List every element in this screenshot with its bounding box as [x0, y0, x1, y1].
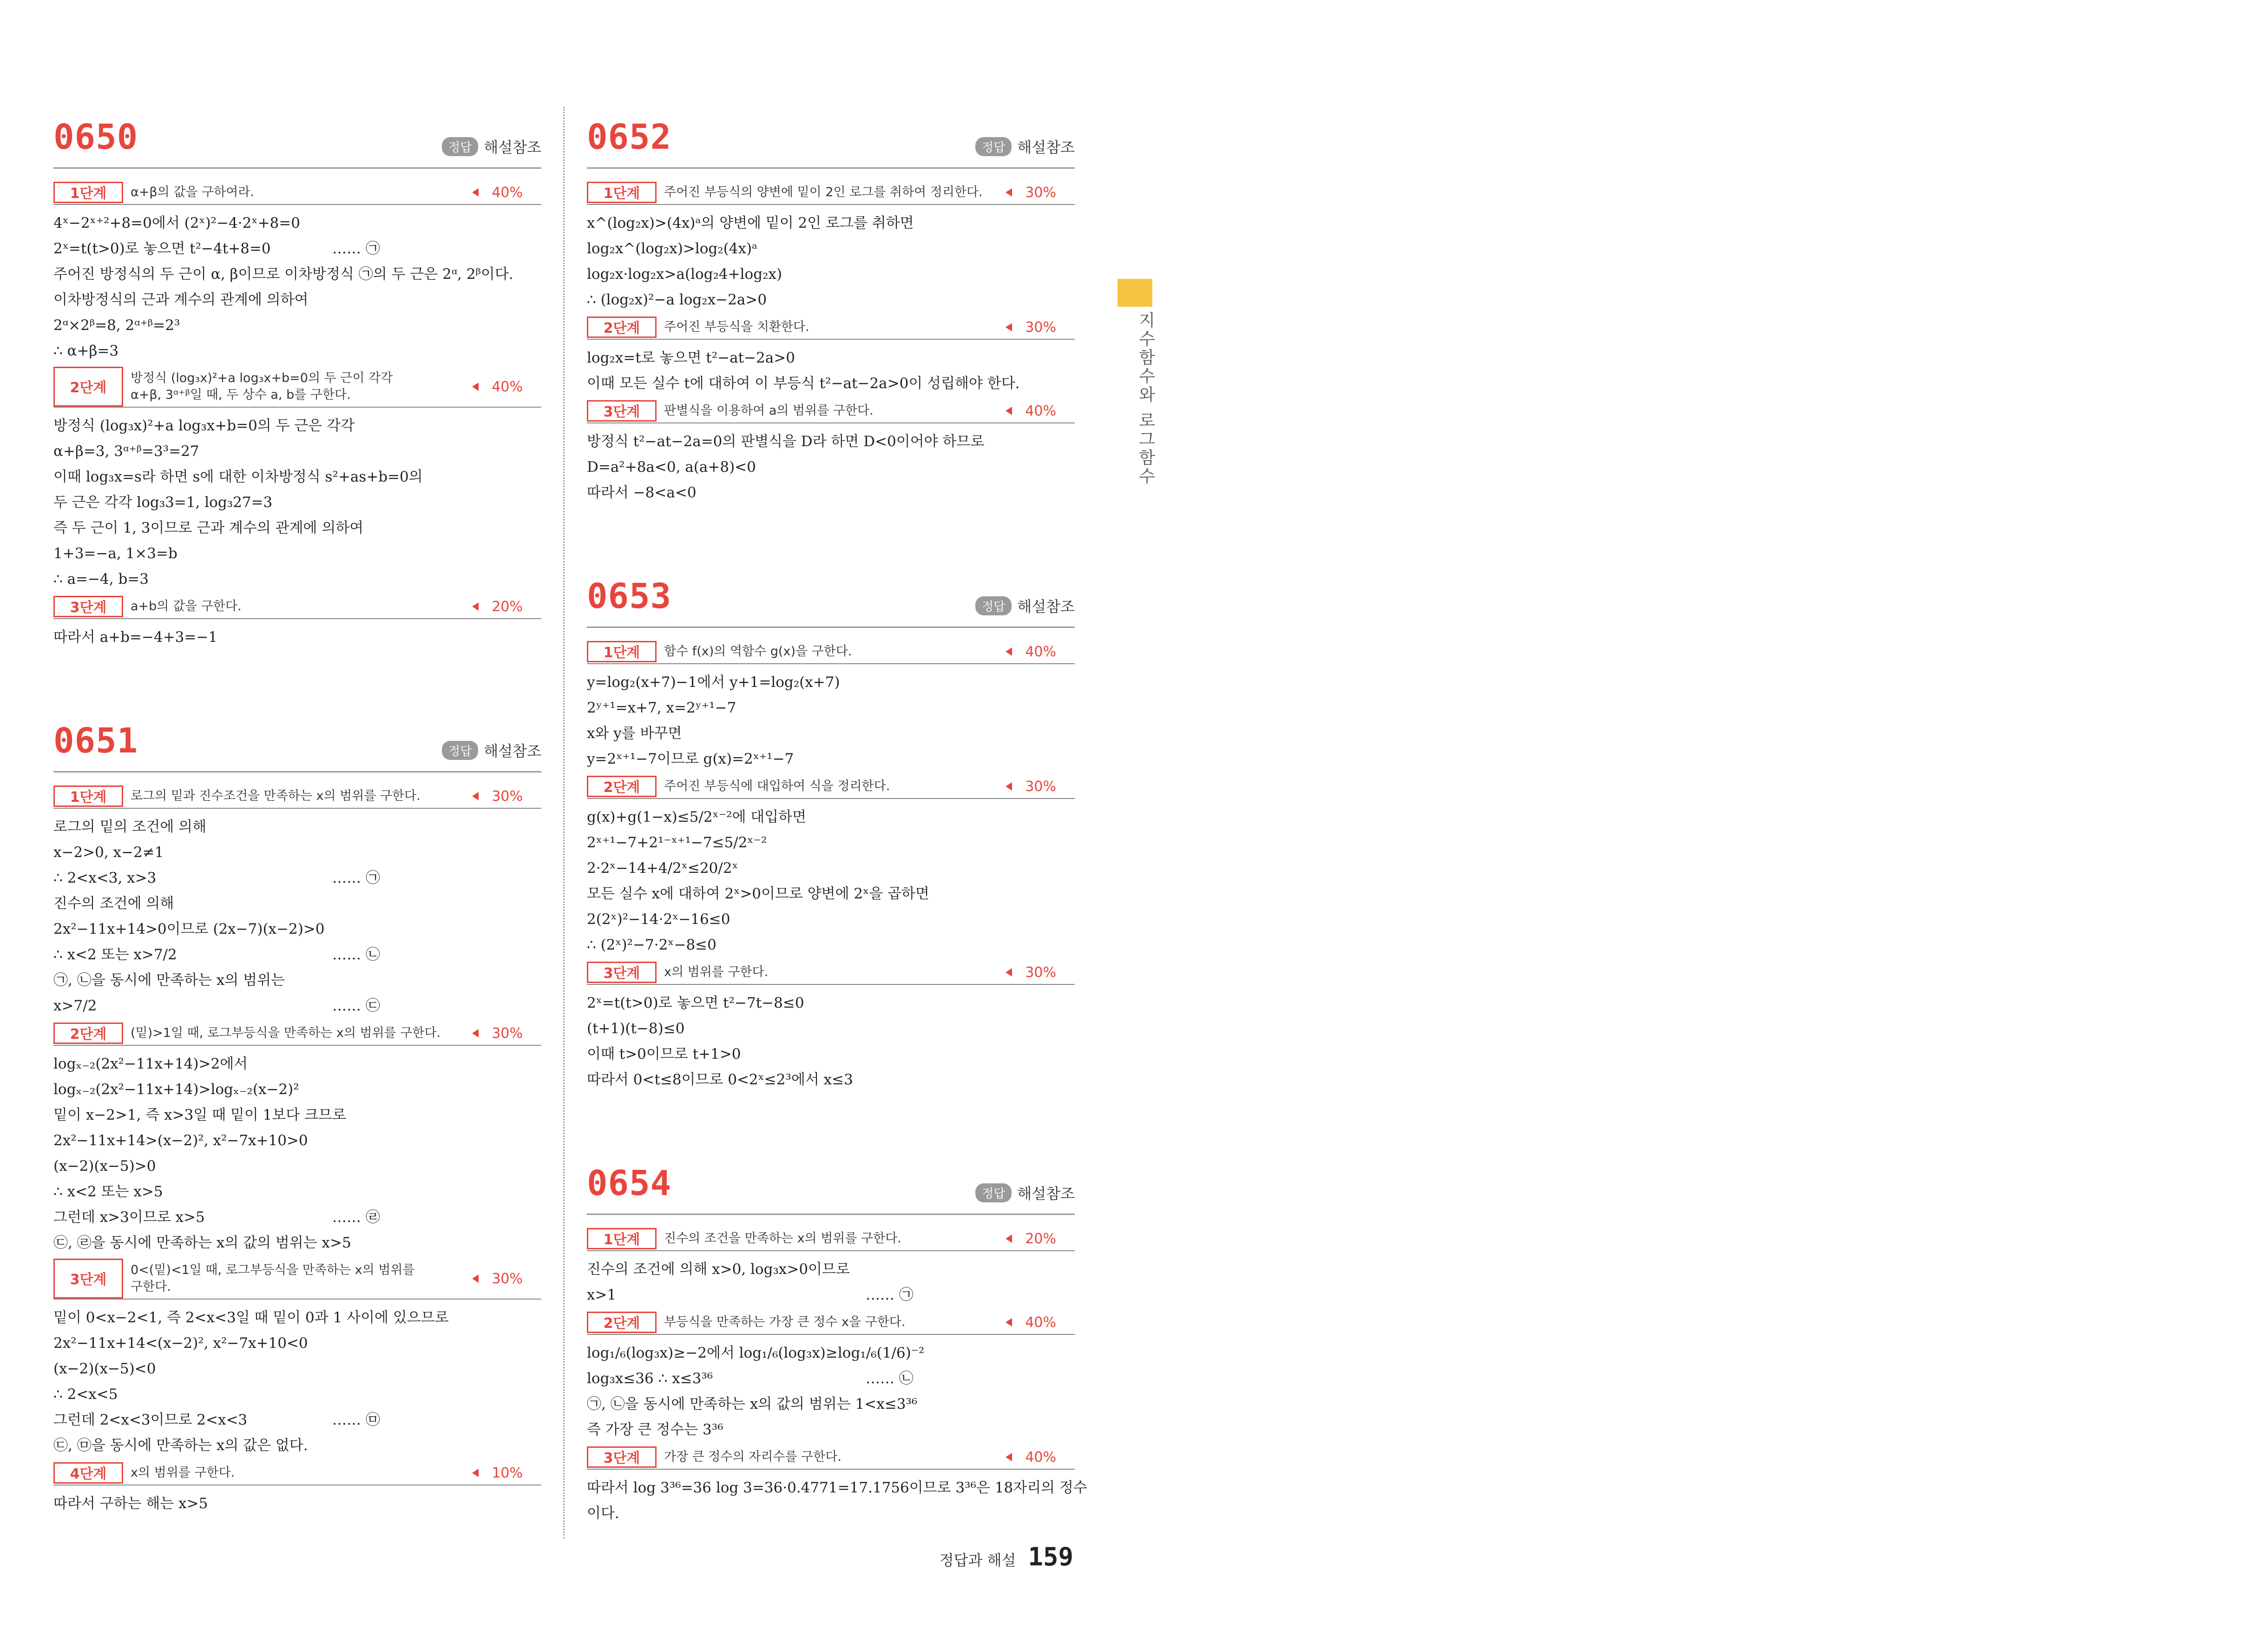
step-description-line: 진수의 조건을 만족하는 x의 범위를 구한다.	[664, 1231, 901, 1246]
solution-line	[53, 1407, 541, 1433]
solution-line	[53, 1077, 541, 1102]
answer-badge: 정답	[442, 741, 478, 760]
problem-header	[587, 102, 1075, 169]
step-description	[123, 1023, 472, 1043]
step-header	[53, 181, 541, 205]
step-header	[587, 1311, 1075, 1335]
solution-text: ∴ 2<x<3, x>3	[53, 870, 157, 886]
step-percentage: 30%	[1025, 964, 1056, 981]
solution-line	[53, 439, 541, 464]
triangle-marker-icon	[472, 602, 479, 611]
solution-text: y=log₂(x+7)−1에서 y+1=log₂(x+7)	[587, 674, 840, 691]
step-label: 3단계	[587, 400, 657, 422]
triangle-marker-icon	[1006, 323, 1012, 331]
solution-text: 2ᵅ×2ᵝ=8, 2ᵅ⁺ᵝ=2³	[53, 317, 180, 334]
solution-text: ㉢, ㉤을 동시에 만족하는 x의 값은 없다.	[53, 1437, 308, 1454]
solution-text: log₁/₆(log₃x)≥−2에서 log₁/₆(log₃x)≥log₁/₆(1/6)⁻²	[587, 1345, 925, 1361]
solution-line	[53, 917, 541, 942]
step-percentage: 30%	[492, 1025, 523, 1042]
step-label: 2단계	[587, 776, 657, 797]
solution-text: (x−2)(x−5)>0	[53, 1158, 156, 1175]
solution-text: 이차방정식의 근과 계수의 관계에 의하여	[53, 291, 309, 308]
solution-text: 방정식 t²−at−2a=0의 판별식을 D라 하면 D<0이어야 하므로	[587, 433, 985, 450]
step-label: 3단계	[587, 962, 657, 983]
step-label: 2단계	[53, 367, 123, 407]
step-percentage: 40%	[1025, 1449, 1056, 1465]
step-percentage: 30%	[1025, 319, 1056, 336]
solution-text: 이다.	[587, 1505, 619, 1522]
triangle-marker-icon	[1006, 968, 1012, 977]
step-header	[587, 640, 1075, 664]
step-score	[1006, 185, 1075, 201]
triangle-marker-icon	[1006, 407, 1012, 415]
solution-line	[587, 1475, 1087, 1501]
step-percentage: 30%	[492, 788, 523, 805]
step-header	[587, 1227, 1075, 1251]
solution-line	[587, 1392, 1075, 1417]
answer-badge: 정답	[975, 596, 1012, 615]
step-description-line: x의 범위를 구한다.	[664, 965, 769, 979]
step-percentage: 10%	[492, 1465, 523, 1481]
solution-line	[53, 541, 541, 567]
solution-line	[587, 990, 1075, 1016]
solution-line	[587, 1067, 1075, 1093]
triangle-marker-icon	[1006, 188, 1012, 197]
equation-tag: …… ㉤	[332, 1412, 380, 1428]
solution-text: 2ʸ⁺¹=x+7, x=2ʸ⁺¹−7	[587, 700, 736, 716]
solution-text: (t+1)(t−8)≤0	[587, 1020, 685, 1037]
solution-line	[53, 1154, 541, 1179]
solution-text: 2ˣ=t(t>0)로 놓으면 t²−7t−8≤0	[587, 995, 804, 1011]
step-label: 1단계	[53, 182, 123, 203]
solution-text: x>7/2	[53, 997, 97, 1014]
step-score	[1006, 1449, 1075, 1465]
solution-line	[53, 1051, 541, 1077]
step-description	[123, 368, 472, 405]
step-description	[657, 1228, 1006, 1249]
equation-tag: …… ㉡	[332, 946, 380, 963]
answer-text: 해설참조	[484, 139, 541, 156]
solution-text: ㉠, ㉡을 동시에 만족하는 x의 범위는	[53, 972, 285, 989]
equation-tag: …… ㉡	[866, 1370, 914, 1387]
step-score	[472, 1271, 541, 1287]
step-label: 3단계	[587, 1446, 657, 1468]
problem-spacer	[587, 1093, 1075, 1148]
step-description	[123, 1463, 472, 1483]
solution-line	[53, 567, 541, 592]
solution-text: log₂x=t로 놓으면 t²−at−2a>0	[587, 350, 795, 366]
solution-line	[53, 1128, 541, 1154]
step-score	[472, 185, 541, 201]
triangle-marker-icon	[1006, 1318, 1012, 1326]
step-percentage: 20%	[492, 598, 523, 615]
solution-text: ∴ (2ˣ)²−7·2ˣ−8≤0	[587, 937, 717, 953]
step-description-line: 부등식을 만족하는 가장 큰 정수 x을 구한다.	[664, 1315, 906, 1329]
step-label: 4단계	[53, 1462, 123, 1484]
solution-line	[587, 1016, 1075, 1042]
triangle-marker-icon	[1006, 1234, 1012, 1243]
step-header	[53, 367, 541, 408]
step-percentage: 30%	[1025, 778, 1056, 795]
solution-line	[53, 1230, 541, 1256]
answer-text: 해설참조	[484, 742, 541, 760]
solution-text: 즉 두 근이 1, 3이므로 근과 계수의 관계에 의하여	[53, 520, 364, 536]
solution-line	[53, 515, 541, 541]
solution-line	[587, 907, 1075, 932]
solution-text: 2ˣ=t(t>0)로 놓으면 t²−4t+8=0	[53, 240, 271, 257]
solution-line	[587, 262, 1075, 287]
problem-0652	[587, 102, 1075, 506]
problem-header	[53, 102, 541, 169]
problem-spacer	[587, 506, 1075, 561]
solution-line	[53, 413, 541, 439]
solution-text: α+β=3, 3ᵅ⁺ᵝ=3³=27	[53, 443, 199, 460]
step-score	[472, 1465, 541, 1481]
solution-text: 이때 t>0이므로 t+1>0	[587, 1046, 741, 1062]
solution-text: 이때 log₃x=s라 하면 s에 대한 이차방정식 s²+as+b=0의	[53, 469, 423, 485]
step-header	[587, 399, 1075, 423]
solution-line	[587, 371, 1075, 396]
solution-line	[53, 1305, 541, 1331]
solution-line	[587, 695, 1075, 721]
solution-line	[587, 856, 1075, 881]
solution-text: 따라서 0<t≤8이므로 0<2ˣ≤2³에서 x≤3	[587, 1071, 853, 1088]
solution-text: 따라서 a+b=−4+3=−1	[53, 629, 218, 646]
problem-number: 0654	[587, 1163, 672, 1203]
solution-text: 4ˣ−2ˣ⁺²+8=0에서 (2ˣ)²−4·2ˣ+8=0	[53, 215, 300, 231]
solution-line	[53, 865, 541, 891]
answer-badge: 정답	[442, 137, 478, 156]
solution-text: 이때 모든 실수 t에 대하여 이 부등식 t²−at−2a>0이 성립해야 한다.	[587, 375, 1020, 392]
solution-line	[587, 746, 1075, 772]
step-header	[587, 316, 1075, 340]
step-description-line: 판별식을 이용하여 a의 범위를 구한다.	[664, 403, 874, 418]
triangle-marker-icon	[472, 792, 479, 800]
step-header	[587, 181, 1075, 205]
solution-text: y=2ˣ⁺¹−7이므로 g(x)=2ˣ⁺¹−7	[587, 751, 794, 767]
step-description-line: 로그의 밑과 진수조건을 만족하는 x의 범위를 구한다.	[131, 789, 421, 803]
solution-text: ㉢, ㉣을 동시에 만족하는 x의 값의 범위는 x>5	[53, 1234, 351, 1251]
solution-text: ∴ 2<x<5	[53, 1386, 118, 1403]
problem-header	[587, 1148, 1075, 1215]
solution-text: log₂x^(log₂x)>log₂(4x)ᵃ	[587, 240, 758, 257]
step-header	[53, 595, 541, 619]
solution-text: 2ˣ⁺¹−7+2¹⁻ˣ⁺¹−7≤5/2ˣ⁻²	[587, 834, 767, 851]
solution-text: log₂x·log₂x>a(log₂4+log₂x)	[587, 266, 782, 283]
solution-line	[587, 670, 1075, 695]
triangle-marker-icon	[472, 1029, 479, 1037]
solution-text: ∴ (log₂x)²−a log₂x−2a>0	[587, 291, 767, 308]
solution-line	[587, 1257, 1075, 1282]
solution-text: 따라서 log 3³⁶=36 log 3=36·0.4771=17.1756이므로 3³⁶은 18자리의 정수	[587, 1479, 1087, 1496]
answer-text: 해설참조	[1017, 139, 1075, 156]
step-description-line: x의 범위를 구한다.	[131, 1465, 235, 1480]
triangle-marker-icon	[472, 383, 479, 391]
left-column	[53, 102, 541, 1517]
solution-text: 모든 실수 x에 대하여 2ˣ>0이므로 양변에 2ˣ을 곱하면	[587, 885, 929, 902]
solution-text: ∴ α+β=3	[53, 343, 119, 359]
solution-text: x−2>0, x−2≠1	[53, 844, 164, 861]
solution-text: (x−2)(x−5)<0	[53, 1360, 156, 1377]
right-column	[587, 102, 1087, 1526]
solution-text: ∴ a=−4, b=3	[53, 571, 149, 587]
solution-line	[587, 932, 1075, 958]
answer-text: 해설참조	[1017, 598, 1075, 615]
solution-text: 2x²−11x+14<(x−2)², x²−7x+10<0	[53, 1335, 308, 1352]
solution-line	[53, 1356, 541, 1382]
solution-text: 2x²−11x+14>(x−2)², x²−7x+10>0	[53, 1132, 308, 1149]
solution-text: 2·2ˣ−14+4/2ˣ≤20/2ˣ	[587, 860, 738, 877]
equation-tag: …… ㉢	[332, 997, 380, 1014]
solution-text: x와 y를 바꾸면	[587, 725, 682, 742]
problem-number: 0653	[587, 576, 672, 616]
footer-label: 정답과 해설	[939, 1551, 1016, 1569]
solution-line	[587, 1042, 1075, 1067]
step-score	[1006, 1231, 1075, 1247]
solution-line	[53, 287, 541, 313]
step-description	[657, 1447, 1006, 1467]
step-description	[123, 1260, 472, 1297]
solution-line	[587, 830, 1075, 856]
step-percentage: 20%	[1025, 1230, 1056, 1247]
solution-text: x^(log₂x)>(4x)ᵃ의 양변에 밑이 2인 로그를 취하면	[587, 215, 914, 231]
step-description	[123, 786, 472, 806]
step-description	[657, 182, 1006, 203]
solution-line	[587, 211, 1075, 236]
page-number: 159	[1028, 1542, 1073, 1571]
step-label: 2단계	[587, 317, 657, 338]
step-description-line: (밑)>1일 때, 로그부등식을 만족하는 x의 범위를 구한다.	[131, 1026, 441, 1040]
solution-text: 로그의 밑의 조건에 의해	[53, 818, 207, 835]
column-divider	[563, 107, 565, 1538]
chapter-tab-number: 1	[2258, 562, 2268, 579]
triangle-marker-icon	[472, 188, 479, 197]
step-description-line: 0<(밑)<1일 때, 로그부등식을 만족하는 x의 범위를	[131, 1263, 415, 1277]
problem-0654	[587, 1093, 1087, 1526]
solution-line	[53, 211, 541, 236]
answer-reference	[975, 595, 1075, 616]
solution-line	[587, 287, 1075, 313]
step-score	[472, 1025, 541, 1042]
step-description	[657, 317, 1006, 337]
step-header	[587, 775, 1075, 799]
step-description-line: 가장 큰 정수의 자리수를 구한다.	[664, 1450, 841, 1464]
step-label: 2단계	[587, 1312, 657, 1333]
step-description-line: 주어진 부등식의 양변에 밑이 2인 로그를 취하여 정리한다.	[664, 185, 983, 199]
triangle-marker-icon	[1006, 1453, 1012, 1461]
step-label: 2단계	[53, 1023, 123, 1044]
equation-tag: …… ㉠	[332, 240, 380, 257]
solution-line	[53, 313, 541, 338]
solution-line	[587, 1282, 1075, 1308]
step-header	[53, 1022, 541, 1046]
step-description	[657, 962, 1006, 983]
solution-text: 2(2ˣ)²−14·2ˣ−16≤0	[587, 911, 730, 928]
solution-text: 두 근은 각각 log₃3=1, log₃27=3	[53, 494, 273, 511]
solution-text: 밑이 0<x−2<1, 즉 2<x<3일 때 밑이 0과 1 사이에 있으므로	[53, 1309, 449, 1326]
solution-line	[53, 891, 541, 917]
step-description-line: 함수 f(x)의 역함수 g(x)을 구한다.	[664, 644, 852, 659]
step-score	[1006, 319, 1075, 336]
step-label: 3단계	[53, 1259, 123, 1299]
solution-text: 그런데 x>3이므로 x>5	[53, 1209, 205, 1226]
solution-line	[53, 1102, 541, 1128]
step-description-line: 주어진 부등식에 대입하여 식을 정리한다.	[664, 779, 890, 793]
solution-line	[53, 993, 541, 1019]
step-percentage: 40%	[1025, 643, 1056, 660]
solution-text: D=a²+8a<0, a(a+8)<0	[587, 459, 756, 475]
step-label: 1단계	[587, 641, 657, 662]
solution-line	[53, 1382, 541, 1407]
step-percentage: 30%	[492, 1270, 523, 1287]
step-label: 3단계	[53, 596, 123, 617]
step-description-line: 주어진 부등식을 치환한다.	[664, 320, 809, 334]
solution-line	[587, 721, 1075, 746]
step-header	[53, 1461, 541, 1485]
problem-spacer	[53, 650, 541, 706]
page-footer	[940, 1542, 1073, 1571]
step-header	[53, 1259, 541, 1300]
triangle-marker-icon	[472, 1469, 479, 1477]
equation-tag: …… ㉠	[866, 1287, 914, 1303]
step-score	[472, 379, 541, 395]
solution-line	[587, 345, 1075, 371]
solution-line	[587, 881, 1075, 907]
step-description	[657, 1312, 1006, 1333]
step-description-line: 방정식 (log₃x)²+a log₃x+b=0의 두 근이 각각	[131, 371, 393, 385]
solution-text: 따라서 구하는 해는 x>5	[53, 1495, 208, 1512]
solution-text: 진수의 조건에 의해 x>0, log₃x>0이므로	[587, 1261, 850, 1278]
solution-line	[53, 840, 541, 865]
step-description	[123, 596, 472, 617]
step-description-line: a+b의 값을 구한다.	[131, 599, 242, 614]
solution-line	[587, 805, 1075, 830]
solution-text: g(x)+g(1−x)≤5/2ˣ⁻²에 대입하면	[587, 809, 807, 825]
solution-line	[587, 1417, 1075, 1443]
solution-line	[53, 1179, 541, 1205]
solution-text: log₃x≤36 ∴ x≤3³⁶	[587, 1370, 713, 1387]
problem-0653	[587, 506, 1075, 1093]
triangle-marker-icon	[472, 1274, 479, 1283]
step-score	[472, 599, 541, 615]
problem-0651	[53, 650, 541, 1517]
solution-line	[53, 236, 541, 262]
solution-line	[53, 1331, 541, 1356]
solution-line	[53, 942, 541, 968]
solution-text: 주어진 방정식의 두 근이 α, β이므로 이차방정식 ㉠의 두 근은 2ᵅ, 2ᵝ이다.	[53, 266, 513, 283]
solution-text: logₓ₋₂(2x²−11x+14)>2에서	[53, 1056, 248, 1072]
step-description	[657, 641, 1006, 662]
step-description-line: α+β의 값을 구하여라.	[131, 185, 254, 199]
answer-badge: 정답	[975, 1183, 1012, 1202]
answer-reference	[975, 1182, 1075, 1203]
solution-line	[53, 490, 541, 515]
problem-header	[53, 706, 541, 772]
solution-text: 따라서 −8<a<0	[587, 484, 697, 501]
answer-badge: 정답	[975, 137, 1012, 156]
solution-line	[53, 262, 541, 287]
solution-text: 진수의 조건에 의해	[53, 895, 174, 912]
solution-line	[53, 1205, 541, 1230]
answer-reference	[442, 136, 541, 157]
problem-header	[587, 561, 1075, 628]
step-score	[472, 788, 541, 805]
solution-text: ㉠, ㉡을 동시에 만족하는 x의 값의 범위는 1<x≤3³⁶	[587, 1396, 918, 1412]
problem-number: 0652	[587, 117, 672, 157]
solution-text: 그런데 2<x<3이므로 2<x<3	[53, 1412, 248, 1428]
step-label: 1단계	[53, 785, 123, 807]
solution-line	[587, 236, 1075, 262]
step-percentage: 40%	[492, 184, 523, 201]
solution-line	[53, 625, 541, 650]
solution-line	[53, 968, 541, 993]
solution-text: 1+3=−a, 1×3=b	[53, 545, 177, 562]
solution-line	[587, 1366, 1075, 1392]
solution-line	[587, 480, 1075, 506]
solution-text: ∴ x<2 또는 x>5	[53, 1183, 163, 1200]
solution-text: 밑이 x−2>1, 즉 x>3일 때 밑이 1보다 크므로	[53, 1107, 346, 1123]
step-description	[657, 401, 1006, 421]
step-score	[1006, 644, 1075, 660]
step-score	[1006, 964, 1075, 981]
solution-line	[587, 1340, 1075, 1366]
solution-line	[587, 1501, 1075, 1526]
equation-tag: …… ㉣	[332, 1209, 380, 1226]
solution-line	[53, 814, 541, 840]
solution-text: ∴ x<2 또는 x>7/2	[53, 946, 177, 963]
solution-text: logₓ₋₂(2x²−11x+14)>logₓ₋₂(x−2)²	[53, 1081, 299, 1098]
step-percentage: 30%	[1025, 184, 1056, 201]
step-header	[587, 1445, 1075, 1470]
answer-reference	[442, 739, 541, 761]
solution-text: x>1	[587, 1287, 617, 1303]
solution-line	[53, 338, 541, 364]
step-percentage: 40%	[492, 378, 523, 395]
step-label: 1단계	[587, 182, 657, 203]
triangle-marker-icon	[1006, 647, 1012, 656]
chapter-tab-label: 지수함수와 로그함수	[1136, 311, 1155, 486]
triangle-marker-icon	[1006, 782, 1012, 791]
step-percentage: 40%	[1025, 403, 1056, 419]
step-score	[1006, 779, 1075, 795]
step-label: 1단계	[587, 1228, 657, 1249]
answer-reference	[975, 136, 1075, 157]
equation-tag: …… ㉠	[332, 870, 380, 886]
solution-text: 즉 가장 큰 정수는 3³⁶	[587, 1421, 723, 1438]
step-score	[1006, 403, 1075, 419]
solution-line	[53, 1433, 541, 1458]
step-description	[657, 776, 1006, 797]
step-description	[123, 182, 472, 203]
solution-line	[53, 464, 541, 490]
solution-line	[587, 429, 1075, 455]
step-header	[53, 785, 541, 809]
solution-line	[587, 455, 1075, 480]
step-description-line: α+β, 3ᵅ⁺ᵝ일 때, 두 상수 a, b를 구한다.	[131, 388, 351, 402]
problem-number: 0651	[53, 721, 138, 761]
solution-text: 방정식 (log₃x)²+a log₃x+b=0의 두 근은 각각	[53, 417, 355, 434]
step-score	[1006, 1314, 1075, 1331]
solution-line	[53, 1491, 541, 1517]
step-description-line: 구한다.	[131, 1280, 171, 1294]
step-header	[587, 961, 1075, 985]
step-percentage: 40%	[1025, 1314, 1056, 1331]
problem-number: 0650	[53, 117, 138, 157]
answer-text: 해설참조	[1017, 1185, 1075, 1202]
solution-text: 2x²−11x+14>0이므로 (2x−7)(x−2)>0	[53, 921, 325, 937]
problem-0650	[53, 102, 541, 650]
